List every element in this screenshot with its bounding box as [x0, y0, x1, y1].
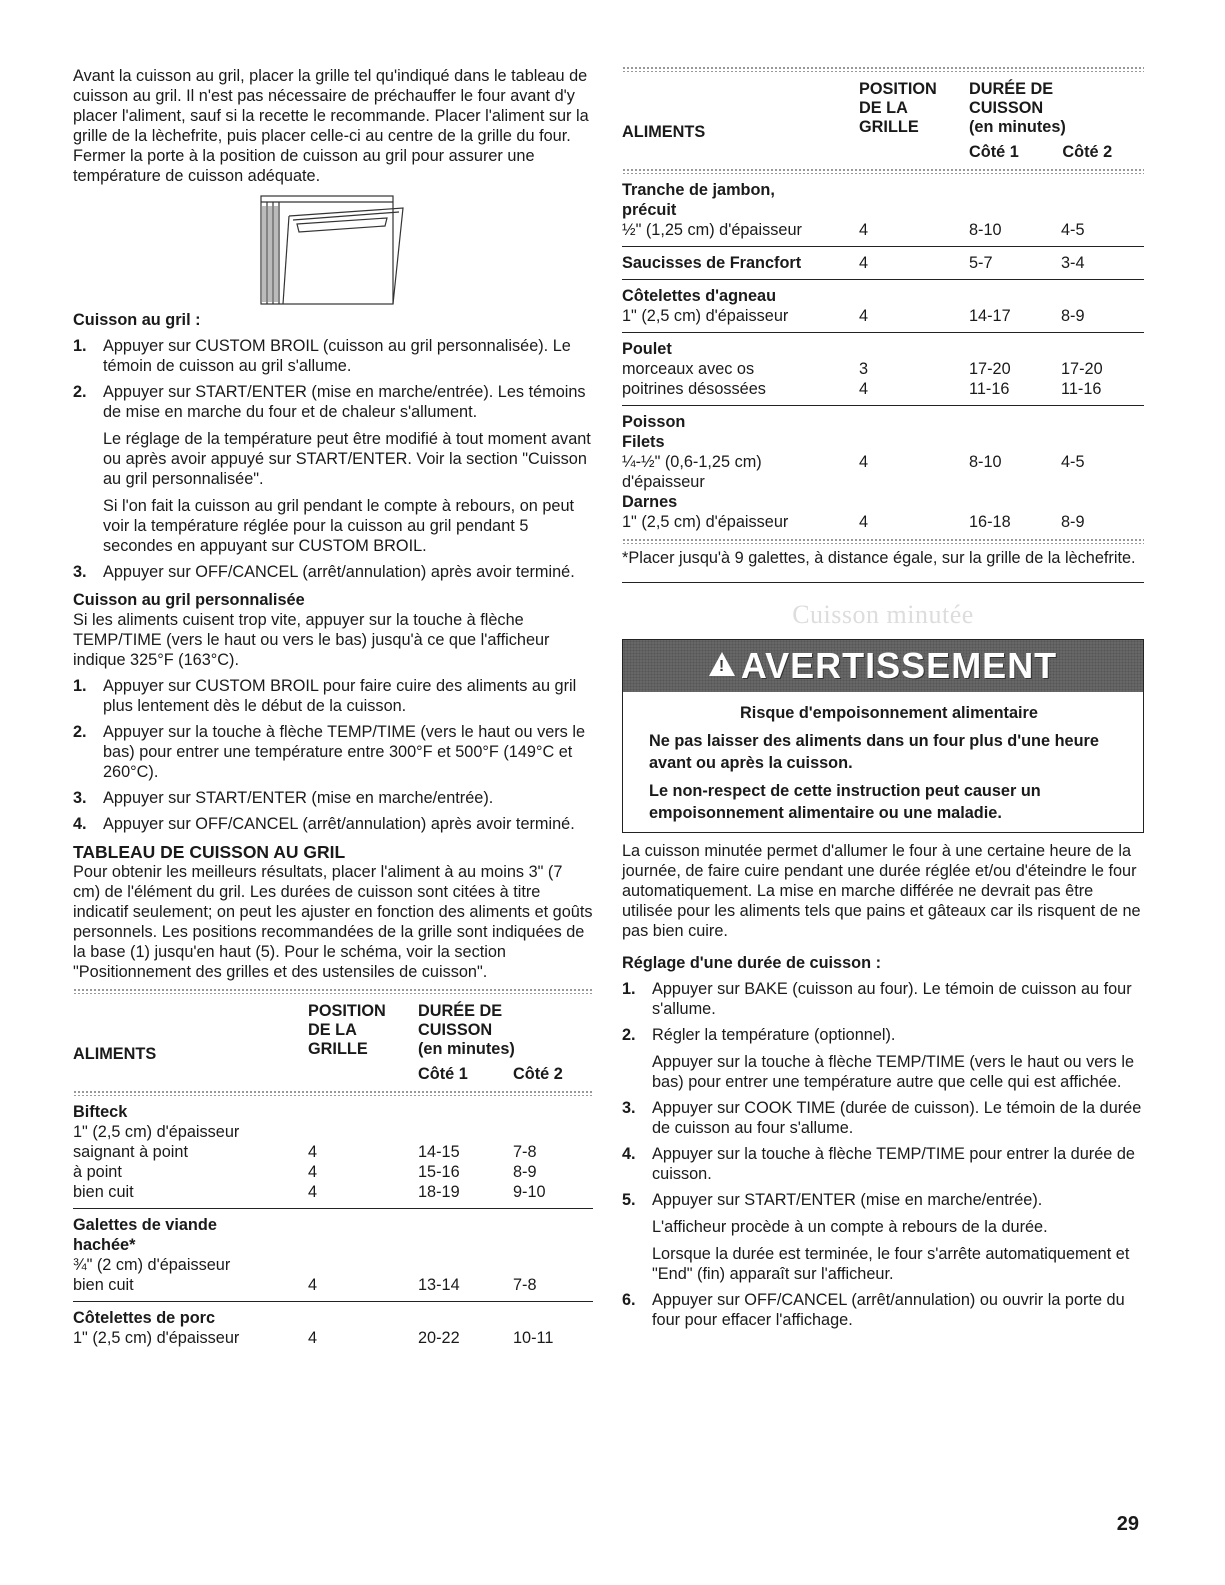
position-cell: [308, 1308, 418, 1328]
table-row: [622, 432, 1144, 452]
col-food-header: ALIMENTS: [622, 123, 706, 141]
table-body: [73, 1096, 593, 1354]
position-cell: [859, 180, 969, 200]
food-cell: Poulet: [622, 340, 672, 358]
side2-cell: 11-16: [1061, 380, 1102, 398]
position-cell: 4: [859, 380, 869, 398]
food-cell: Côtelettes de porc: [73, 1309, 216, 1327]
side2-cell: [1061, 412, 1141, 432]
side1-cell: 18-19: [418, 1183, 460, 1201]
position-cell: 4: [308, 1276, 318, 1294]
list-item: 2. Régler la température (optionnel). Appuyer sur la touche à flèche TEMP/TIME (vers le haut ou vers le bas) pour entrer une température autre que celle qui est affichée.: [622, 1026, 1135, 1091]
side1-cell: 17-20: [969, 360, 1011, 378]
warning-word: AVERTISSEMENT: [740, 645, 1058, 686]
side1-cell: 14-17: [969, 307, 1011, 325]
position-cell: [308, 1102, 418, 1122]
food-cell: poitrines désossées: [622, 380, 766, 398]
table-row: [73, 1255, 593, 1275]
position-cell: [859, 286, 969, 306]
table-group: [622, 333, 1144, 406]
side1-cell: 14-15: [418, 1143, 460, 1161]
custom-broil-steps: [73, 676, 593, 834]
side1-cell: 13-14: [418, 1276, 460, 1294]
position-cell: [308, 1122, 418, 1142]
food-cell: Galettes de viande: [73, 1216, 217, 1234]
custom-broil-intro: Si les aliments cuisent trop vite, appuyer sur la touche à flèche TEMP/TIME (vers le haut ou vers le bas) jusqu'à ce que l'afficheur indique 325°F (163°C).: [73, 611, 550, 669]
right-column: [622, 66, 1144, 1330]
food-cell: d'épaisseur: [622, 473, 705, 491]
food-cell: morceaux avec os: [622, 360, 755, 378]
food-cell: Darnes: [622, 493, 678, 511]
side2-cell: 4-5: [1061, 453, 1085, 471]
position-cell: 4: [859, 221, 869, 239]
table-group: [73, 1209, 593, 1302]
warning-body: [623, 692, 1143, 832]
table-row: [622, 220, 1144, 240]
side1-cell: [418, 1308, 513, 1328]
table-row: [73, 1122, 593, 1142]
list-item: 3. Appuyer sur COOK TIME (durée de cuisson). Le témoin de la durée de cuisson au four s'allume.: [622, 1099, 1142, 1137]
table-row: [622, 412, 1144, 432]
position-cell: [859, 492, 969, 512]
side2-cell: [1061, 472, 1141, 492]
broil-intro: Avant la cuisson au gril, placer la grille tel qu'indiqué dans le tableau de cuisson au gril. Il n'est pas nécessaire de préchauffer le four avant d'y placer l'aliment, sauf si la recette le recommande. Placer l'aliment sur la grille de la lèchefrite, puis placer celle-ci au centre de la grille du four. Fermer la porte à la position de cuisson au gril pour assurer une température de cuisson adéquate.: [73, 67, 589, 185]
table-row: [73, 1102, 593, 1122]
list-item: 4. Appuyer sur la touche à flèche TEMP/TIME pour entrer la durée de cuisson.: [622, 1145, 1135, 1183]
warning-triangle-icon: !: [709, 652, 735, 676]
side2-cell: 9-10: [513, 1183, 546, 1201]
side1-cell: [969, 339, 1061, 359]
side2-cell: 10-11: [513, 1329, 554, 1347]
section-title: Cuisson minutée: [792, 600, 974, 629]
table-row: [73, 1215, 593, 1235]
list-item: 3. Appuyer sur START/ENTER (mise en marche/entrée).: [73, 789, 494, 807]
position-cell: [308, 1235, 418, 1255]
oven-door-illustration: [253, 194, 413, 306]
table-row: [73, 1275, 593, 1295]
side1-cell: [418, 1235, 513, 1255]
food-cell: saignant à point: [73, 1143, 188, 1161]
position-cell: 4: [859, 453, 869, 471]
food-cell: hachée*: [73, 1236, 136, 1254]
warning-box: [622, 639, 1144, 833]
side1-cell: 15-16: [418, 1163, 460, 1181]
table-row: [622, 472, 1144, 492]
broil-steps: [73, 336, 593, 582]
side2-cell: [513, 1308, 593, 1328]
position-cell: [859, 339, 969, 359]
food-cell: ¾" (2 cm) d'épaisseur: [73, 1256, 231, 1274]
list-item: 1. Appuyer sur CUSTOM BROIL pour faire cuire des aliments au gril plus lentement dès le début de la cuisson.: [73, 677, 577, 715]
side1-cell: 8-10: [969, 453, 1002, 471]
side2-cell: [513, 1215, 593, 1235]
position-cell: 4: [308, 1163, 318, 1181]
broil-table-right: [622, 66, 1144, 544]
divider: [622, 582, 1144, 583]
table-group: [622, 247, 1144, 280]
side1-cell: [418, 1215, 513, 1235]
warning-header: [623, 640, 1143, 692]
food-cell: Filets: [622, 433, 665, 451]
table-row: [73, 1328, 593, 1348]
table-footnote: *Placer jusqu'à 9 galettes, à distance égale, sur la grille de la lèchefrite.: [622, 549, 1136, 567]
side2-cell: [513, 1122, 593, 1142]
col-time-header: DURÉE DE CUISSON (en minutes) Côté 1 Côté 2: [969, 80, 1113, 161]
table-row: [73, 1142, 593, 1162]
table-row: [622, 359, 1144, 379]
food-cell: 1" (2,5 cm) d'épaisseur: [73, 1123, 240, 1141]
timed-steps: [622, 979, 1144, 1330]
side1-cell: 8-10: [969, 221, 1002, 239]
col-position-header: POSITION DE LA GRILLE: [308, 1002, 386, 1058]
table-row: [622, 339, 1144, 359]
side2-cell: [1061, 200, 1141, 220]
timed-heading: Réglage d'une durée de cuisson :: [622, 954, 881, 972]
table-row: [622, 512, 1144, 532]
warning-title: Risque d'empoisonnement alimentaire: [740, 704, 1038, 722]
side2-cell: 8-9: [1061, 513, 1085, 531]
side1-cell: [969, 286, 1061, 306]
side1-cell: [969, 200, 1061, 220]
list-item: 2. Appuyer sur la touche à flèche TEMP/TIME (vers le haut ou vers le bas) pour entrer une température entre 300°F et 500°F (149°C et 260°C).: [73, 723, 586, 781]
table-row: [622, 306, 1144, 326]
table-row: [622, 180, 1144, 200]
page-number: 29: [1116, 1513, 1139, 1535]
position-cell: [859, 200, 969, 220]
side1-cell: [418, 1255, 513, 1275]
table-row: [73, 1308, 593, 1328]
side1-cell: [418, 1122, 513, 1142]
position-cell: 4: [308, 1183, 318, 1201]
list-item: 3. Appuyer sur OFF/CANCEL (arrêt/annulation) après avoir terminé.: [73, 563, 575, 581]
side1-cell: 20-22: [418, 1329, 460, 1347]
food-cell: Tranche de jambon,: [622, 181, 775, 199]
list-item: 6. Appuyer sur OFF/CANCEL (arrêt/annulation) ou ouvrir la porte du four pour effacer l'affichage.: [622, 1291, 1125, 1329]
food-cell: bien cuit: [73, 1183, 134, 1201]
table-group: [622, 174, 1144, 247]
list-item: 2. Appuyer sur START/ENTER (mise en marche/entrée). Les témoins de mise en marche du four et de chaleur s'allument. Le réglage de la température peut être modifié à tout moment avant ou après avoir appuyé sur START/ENTER. Voir la section "Cuisson au gril personnalisée". Si l'on fait la cuisson au gril pendant le compte à rebours, on peut voir la température réglée pour la cuisson au gril pendant 5 secondes en appuyant sur CUSTOM BROIL.: [73, 383, 591, 555]
food-cell: Côtelettes d'agneau: [622, 287, 777, 305]
position-cell: [308, 1255, 418, 1275]
broil-heading: Cuisson au gril :: [73, 311, 201, 329]
timed-intro: La cuisson minutée permet d'allumer le four à une certaine heure de la journée, de faire cuire pendant une durée réglée et/ou d'éteindre le four automatiquement. La mise en marche différée ne devrait pas être utilisée pour les aliments tels que pains et gâteaux car ils risquent de ne pas bien cuire.: [622, 842, 1141, 940]
side2-cell: 3-4: [1061, 254, 1085, 272]
position-cell: 4: [859, 513, 869, 531]
list-item: 4. Appuyer sur OFF/CANCEL (arrêt/annulation) après avoir terminé.: [73, 815, 575, 833]
position-cell: [859, 472, 969, 492]
list-item: 5. Appuyer sur START/ENTER (mise en marche/entrée). L'afficheur procède à un compte à rebours de la durée. Lorsque la durée est terminée, le four s'arrête automatiquement et "End" (fin) apparaît sur l'afficheur.: [622, 1191, 1130, 1283]
table-row: [622, 452, 1144, 472]
side2-cell: [1061, 180, 1141, 200]
table-row: [622, 286, 1144, 306]
table-group: [622, 406, 1144, 538]
side2-cell: [513, 1102, 593, 1122]
food-cell: bien cuit: [73, 1276, 134, 1294]
side1-cell: [969, 412, 1061, 432]
side2-cell: [1061, 492, 1141, 512]
table-group: [73, 1302, 593, 1354]
side2-cell: 17-20: [1061, 360, 1103, 378]
side1-cell: [969, 180, 1061, 200]
position-cell: 4: [308, 1143, 318, 1161]
food-cell: 1" (2,5 cm) d'épaisseur: [73, 1329, 240, 1347]
side2-cell: [1061, 432, 1141, 452]
side2-cell: 7-8: [513, 1276, 537, 1294]
food-cell: ¼-½" (0,6-1,25 cm): [622, 453, 762, 471]
left-column: [73, 66, 593, 1354]
warning-text: Le non-respect de cette instruction peut causer un empoisonnement alimentaire ou une maladie.: [649, 782, 1041, 822]
col-food-header: ALIMENTS: [73, 1045, 157, 1063]
table-header: [622, 72, 1144, 168]
side1-cell: [969, 432, 1061, 452]
position-cell: 4: [308, 1329, 318, 1347]
position-cell: [859, 432, 969, 452]
side2-cell: 4-5: [1061, 221, 1085, 239]
table-bottom-rule: [622, 538, 1144, 544]
side1-cell: 5-7: [969, 254, 993, 272]
food-cell: Saucisses de Francfort: [622, 254, 802, 272]
table-row: [73, 1235, 593, 1255]
col-time-header: DURÉE DE CUISSON (en minutes) Côté 1 Côté 2: [418, 1002, 563, 1083]
side2-cell: 8-9: [1061, 307, 1085, 325]
side1-cell: [969, 492, 1061, 512]
list-item: 1. Appuyer sur CUSTOM BROIL (cuisson au gril personnalisée). Le témoin de cuisson au gril s'allume.: [73, 337, 571, 375]
side2-cell: 8-9: [513, 1163, 537, 1181]
table-row: [622, 200, 1144, 220]
food-cell: précuit: [622, 201, 677, 219]
food-cell: 1" (2,5 cm) d'épaisseur: [622, 307, 789, 325]
side2-cell: [513, 1235, 593, 1255]
side1-cell: [418, 1102, 513, 1122]
custom-broil-heading: Cuisson au gril personnalisée: [73, 591, 305, 609]
position-cell: 3: [859, 360, 869, 378]
side1-cell: [969, 472, 1061, 492]
broil-table-left: [73, 988, 593, 1354]
side2-cell: 7-8: [513, 1143, 537, 1161]
food-cell: Poisson: [622, 413, 686, 431]
food-cell: à point: [73, 1163, 122, 1181]
food-cell: Bifteck: [73, 1103, 128, 1121]
side2-cell: [513, 1255, 593, 1275]
table-group: [622, 280, 1144, 333]
table-group: [73, 1096, 593, 1209]
side1-cell: 11-16: [969, 380, 1010, 398]
side1-cell: 16-18: [969, 513, 1011, 531]
position-cell: [308, 1215, 418, 1235]
table-row: [622, 253, 1144, 273]
food-cell: ½" (1,25 cm) d'épaisseur: [622, 221, 802, 239]
food-cell: 1" (2,5 cm) d'épaisseur: [622, 513, 789, 531]
side2-cell: [1061, 286, 1141, 306]
list-item: 1. Appuyer sur BAKE (cuisson au four). Le témoin de cuisson au four s'allume.: [622, 980, 1132, 1018]
table-row: [73, 1182, 593, 1202]
table-row: [622, 379, 1144, 399]
position-cell: [859, 412, 969, 432]
col-position-header: POSITION DE LA GRILLE: [859, 80, 937, 136]
table-row: [73, 1162, 593, 1182]
broil-table-intro: Pour obtenir les meilleurs résultats, placer l'aliment à au moins 3" (7 cm) de l'élément du gril. Les durées de cuisson sont citées à titre indicatif seulement; on peut les ajuster en fonction des aliments et goûts personnels. Les positions recommandées de la grille sont indiquées de la base (1) jusqu'en haut (5). Pour le schéma, voir la section "Positionnement des grilles et des ustensiles de cuisson".: [73, 863, 593, 981]
table-row: [622, 492, 1144, 512]
warning-text: Ne pas laisser des aliments dans un four plus d'une heure avant ou après la cuisson.: [649, 732, 1099, 772]
side2-cell: [1061, 339, 1141, 359]
position-cell: 4: [859, 307, 869, 325]
broil-table-heading: TABLEAU DE CUISSON AU GRIL: [73, 842, 346, 862]
table-body: [622, 174, 1144, 538]
position-cell: 4: [859, 254, 869, 272]
table-header: [73, 994, 593, 1090]
